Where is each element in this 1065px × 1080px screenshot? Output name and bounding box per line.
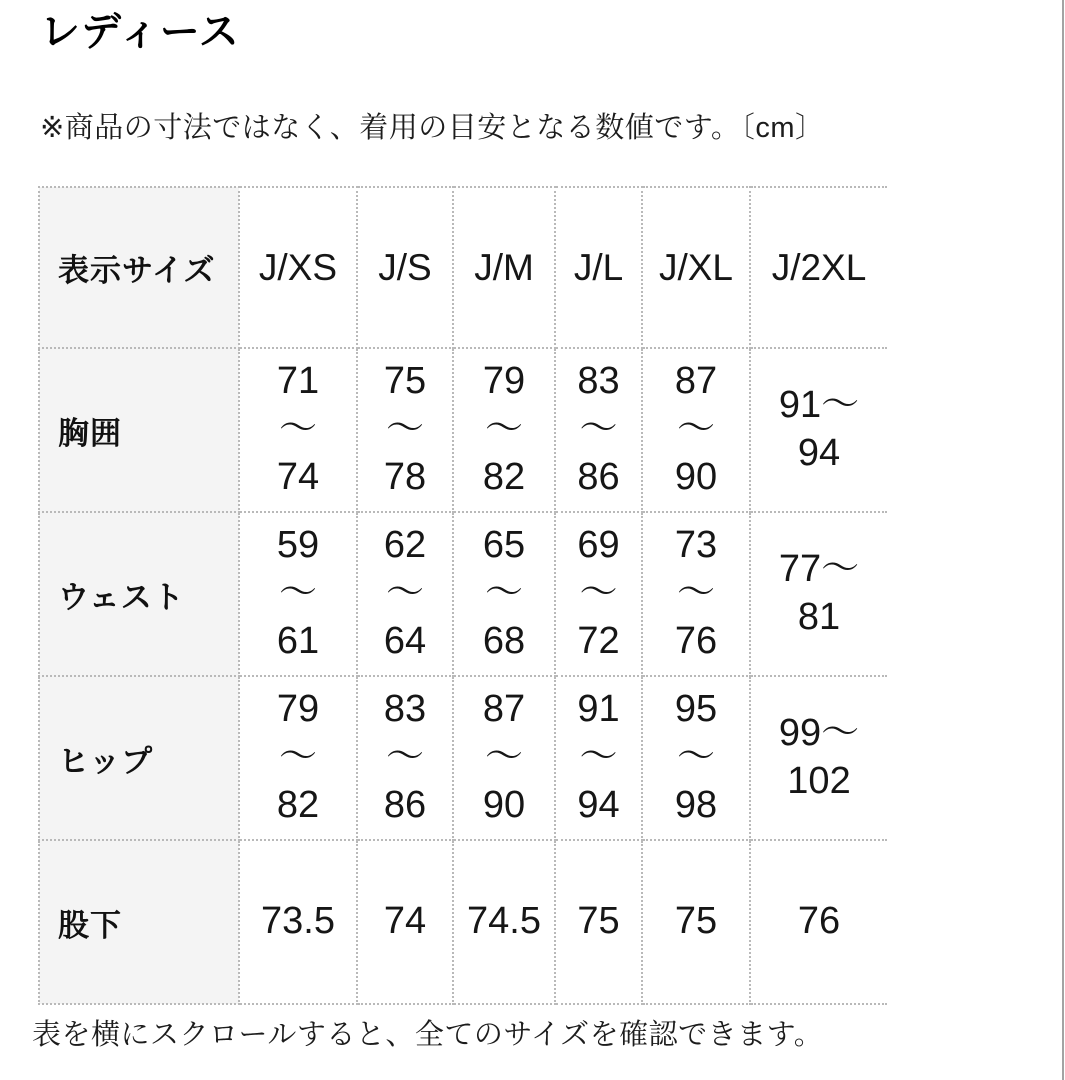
measurement-row-label: 股下 bbox=[39, 840, 239, 1004]
measurement-value-cell: 75 bbox=[642, 840, 750, 1004]
measurement-value-cell: 71 ～ 74 bbox=[239, 348, 357, 512]
size-table bbox=[38, 186, 887, 1005]
size-table-corner-label: 表示サイズ bbox=[39, 187, 239, 348]
measurement-value-cell: 62 ～ 64 bbox=[357, 512, 453, 676]
measurement-row bbox=[39, 840, 887, 1004]
measurement-row-label: ウェスト bbox=[39, 512, 239, 676]
measurement-value-cell: 79 ～ 82 bbox=[453, 348, 555, 512]
size-column-header: J/XL bbox=[642, 187, 750, 348]
measurement-value-cell: 87 ～ 90 bbox=[453, 676, 555, 840]
measurement-value-cell: 59 ～ 61 bbox=[239, 512, 357, 676]
size-table-body bbox=[39, 348, 887, 1004]
measurement-row bbox=[39, 348, 887, 512]
measurement-value-cell: 99～ 102 bbox=[750, 676, 887, 840]
size-column-header: J/L bbox=[555, 187, 642, 348]
measurement-row bbox=[39, 676, 887, 840]
measurement-value-cell: 83 ～ 86 bbox=[357, 676, 453, 840]
measurement-value-cell: 79 ～ 82 bbox=[239, 676, 357, 840]
measurement-value-cell: 74.5 bbox=[453, 840, 555, 1004]
measurement-value-cell: 74 bbox=[357, 840, 453, 1004]
page-scrollbar[interactable] bbox=[1062, 0, 1064, 1080]
measurement-value-cell: 87 ～ 90 bbox=[642, 348, 750, 512]
measurement-value-cell: 65 ～ 68 bbox=[453, 512, 555, 676]
measurement-row bbox=[39, 512, 887, 676]
measurement-value-cell: 83 ～ 86 bbox=[555, 348, 642, 512]
measurement-row-label: 胸囲 bbox=[39, 348, 239, 512]
measurement-value-cell: 76 bbox=[750, 840, 887, 1004]
size-column-header: J/2XL bbox=[750, 187, 887, 348]
measurement-value-cell: 91 ～ 94 bbox=[555, 676, 642, 840]
measurement-note: ※商品の寸法ではなく、着用の目安となる数値です。〔cm〕 bbox=[40, 112, 825, 144]
measurement-value-cell: 77～ 81 bbox=[750, 512, 887, 676]
measurement-value-cell: 73.5 bbox=[239, 840, 357, 1004]
size-table-scroll-area[interactable] bbox=[38, 186, 887, 1005]
measurement-value-cell: 91～ 94 bbox=[750, 348, 887, 512]
measurement-value-cell: 75 ～ 78 bbox=[357, 348, 453, 512]
size-table-header-row bbox=[39, 187, 887, 348]
measurement-value-cell: 73 ～ 76 bbox=[642, 512, 750, 676]
measurement-value-cell: 95 ～ 98 bbox=[642, 676, 750, 840]
measurement-value-cell: 75 bbox=[555, 840, 642, 1004]
page-title: レディース bbox=[40, 10, 240, 54]
measurement-row-label: ヒップ bbox=[39, 676, 239, 840]
size-column-header: J/XS bbox=[239, 187, 357, 348]
measurement-value-cell: 69 ～ 72 bbox=[555, 512, 642, 676]
size-column-header: J/M bbox=[453, 187, 555, 348]
scroll-hint: 表を横にスクロールすると、全てのサイズを確認できます。 bbox=[32, 1019, 824, 1051]
size-column-header: J/S bbox=[357, 187, 453, 348]
